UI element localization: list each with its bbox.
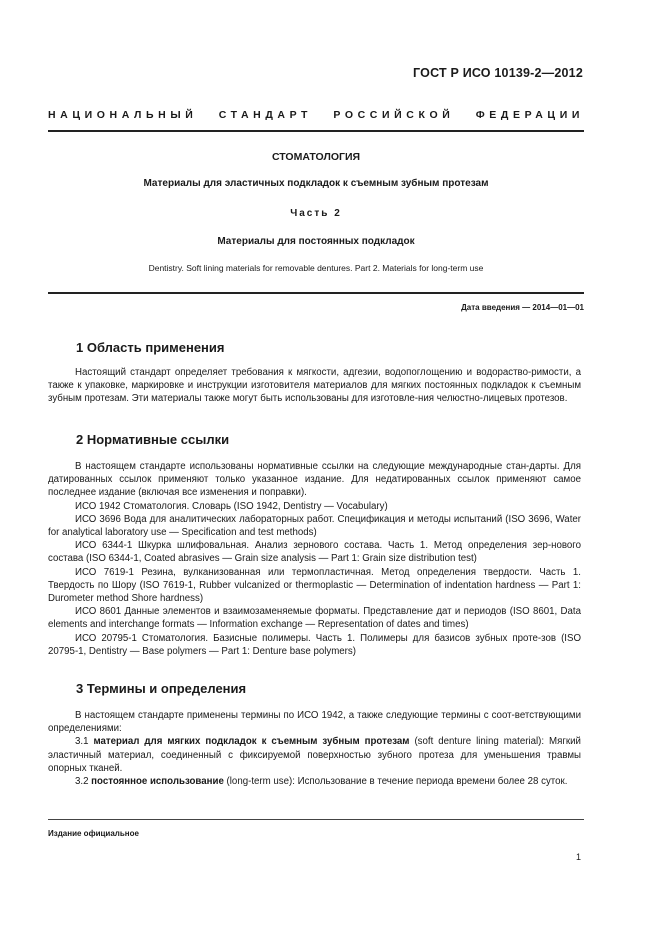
page-number: 1: [575, 852, 581, 862]
section-3-intro: В настоящем стандарте применены термины по ИСО 1942, а также следующие термины с соот-ветствующими определениями:: [48, 710, 581, 735]
title-english: Dentistry. Soft lining materials for removable dentures. Part 2. Materials for long-term use: [148, 263, 484, 273]
title-subtitle: Материалы для эластичных подкладок к съемным зубным протезам: [143, 178, 489, 189]
national-standard-banner: НАЦИОНАЛЬНЫЙ СТАНДАРТ РОССИЙСКОЙ ФЕДЕРАЦИИ: [48, 109, 584, 121]
title-part: Часть 2: [290, 208, 342, 219]
section-3-body: [48, 709, 581, 788]
section-2-intro: В настоящем стандарте использованы нормативные ссылки на следующие международные стан-дарты. Для датированных ссылок применяют только указанное издание. Для недатированных ссылок применяют самое последнее издание (включая все изменения и поправки).: [48, 461, 581, 499]
term-3-1-definition: (soft denture lining material): Мягкий эластичный материал, соединенный с фиксируемой поверхностью зубного протеза для уменьшения травмы опорных тканей.: [48, 736, 581, 774]
reference-item: ИСО 6344-1 Шкурка шлифовальная. Анализ зернового состава. Часть 1. Метод определения зер-нового состава (ISO 6344-1, Coated abrasives — Grain size analysis — Part 1: Grain size distribution test): [48, 540, 581, 565]
term-3-2-name: постоянное использование: [91, 776, 224, 788]
term-3-1-name: материал для мягких подкладок к съемным зубным протезам: [93, 736, 410, 748]
section-1-text: Настоящий стандарт определяет требования к мягкости, адгезии, водопоглощению и водораство-римости, а также к упаковке, маркировке и инструкции изготовителя материалов для мягких постоянных подкладок к съемным зубным протезам. Эти материалы также могут быть использованы для изготовле-ния челюстно-лицевых протезов.: [48, 367, 581, 405]
reference-item: ИСО 8601 Данные элементов и взаимозаменяемые форматы. Представление дат и периодов (ISO 8601, Data elements and interchange formats — Information exchange — Representation of dates and times): [48, 606, 581, 631]
title-rule: [48, 292, 584, 294]
term-3-2-number: 3.2: [75, 776, 89, 788]
section-1-heading: 1 Область применения: [76, 340, 225, 355]
term-3-2-definition: (long-term use): Использование в течение периода времени более 28 суток.: [226, 776, 568, 788]
reference-item: ИСО 3696 Вода для аналитических лабораторных работ. Спецификация и методы испытаний (ISO 3696, Water for analytical laboratory use — Specification and test methods): [48, 513, 581, 539]
section-1-body: [48, 366, 581, 406]
title-part-name: Материалы для постоянных подкладок: [217, 236, 415, 247]
gost-number: ГОСТ Р ИСО 10139-2—2012: [413, 66, 583, 80]
reference-item: ИСО 20795-1 Стоматология. Базисные полимеры. Часть 1. Полимеры для базисов зубных проте-зов (ISO 20795-1, Dentistry — Base polymers — Part 1: Denture base polymers): [48, 632, 581, 657]
effective-date: Дата введения — 2014—01—01: [461, 303, 584, 312]
official-edition-label: Издание официальное: [48, 829, 139, 838]
reference-item: ИСО 1942 Стоматология. Словарь (ISO 1942, Dentistry — Vocabulary): [75, 500, 388, 512]
term-3-1-number: 3.1: [75, 736, 89, 748]
title-main: СТОМАТОЛОГИЯ: [271, 151, 361, 163]
footer-rule: [48, 819, 584, 820]
reference-item: ИСО 7619-1 Резина, вулканизованная или термопластичная. Метод определения твердости. Часть 1. Твердость по Шору (ISO 7619-1, Rubber vulcanized or thermoplastic — Determination of indentation hardness — Part 1: Durometer method Shore hardness): [48, 566, 581, 605]
term-3-1: [48, 735, 581, 775]
section-2-body: [48, 460, 581, 658]
section-2-heading: 2 Нормативные ссылки: [76, 432, 230, 447]
term-3-2: [48, 775, 581, 788]
header-rule: [48, 130, 584, 132]
section-3-heading: 3 Термины и определения: [76, 681, 247, 696]
